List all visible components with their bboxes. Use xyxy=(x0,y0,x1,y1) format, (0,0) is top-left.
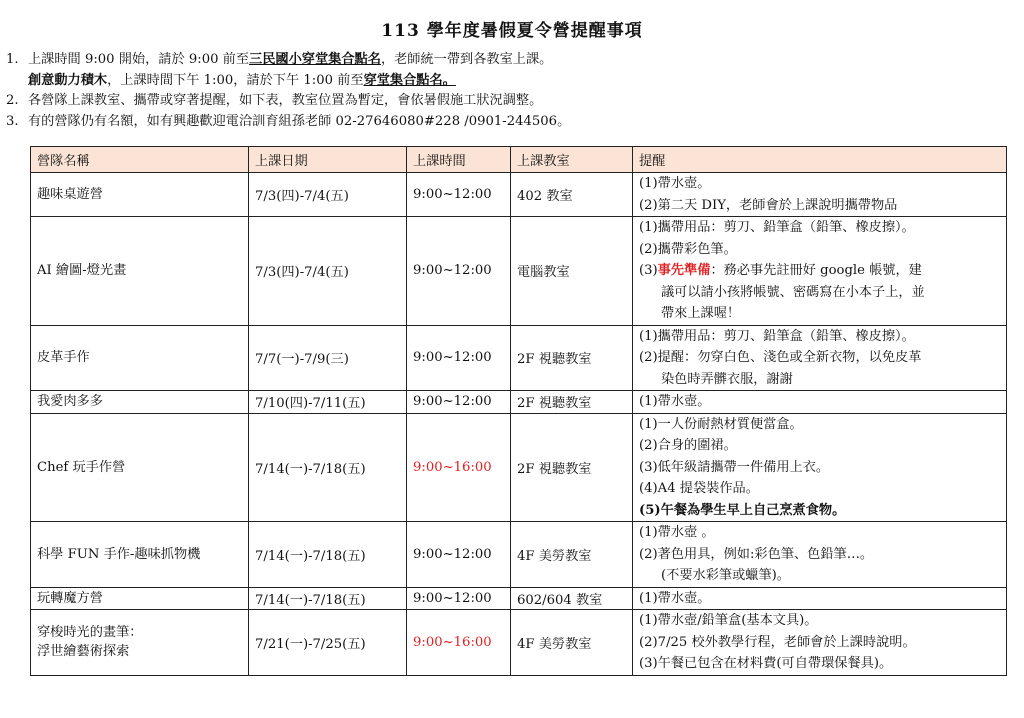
cell-date: 7/14(一)-7/18(五) xyxy=(249,587,407,610)
cell-reminders xyxy=(633,587,1007,610)
cell-camp-name xyxy=(31,173,249,217)
cell-time: 9:00~12:00 xyxy=(407,587,511,610)
cell-time: 9:00~16:00 xyxy=(407,610,511,676)
camp-name-line: 皮革手作 xyxy=(37,350,90,366)
note-text: 有的營隊仍有名額，如有興趣歡迎電洽訓育組孫老師 02-27646080#228 /0901-244506。 xyxy=(28,113,571,129)
cell-date: 7/10(四)-7/11(五) xyxy=(249,391,407,414)
camp-name-line: Chef 玩手作營 xyxy=(37,459,126,475)
reminder-line: 議可以請小孩將帳號、密碼寫在小本子上，並 xyxy=(661,284,925,300)
note-1 xyxy=(6,50,1016,71)
cell-reminders xyxy=(633,610,1007,676)
note-text: 上課時間 9:00 開始，請於 9:00 前至 xyxy=(28,52,250,67)
special-camp-name: 創意動力積木 xyxy=(28,72,108,88)
note-text: 各營隊上課教室、攜帶或穿著提醒，如下表，教室位置為暫定，會依暑假施工狀況調整。 xyxy=(28,93,543,108)
table-row xyxy=(31,413,1007,522)
cell-camp-name xyxy=(31,391,249,414)
page-title: 113 學年度暑假夏令營提醒事項 xyxy=(381,21,643,41)
note-number: 2. xyxy=(6,93,19,108)
cell-room: 電腦教室 xyxy=(511,217,633,326)
reminder-line: (1)攜帶用品：剪刀、鉛筆盒（鉛筆、橡皮擦）。 xyxy=(639,328,915,344)
note-number: 3. xyxy=(6,113,19,129)
reminder-line: (1)一人份耐熱材質便當盒。 xyxy=(639,416,803,432)
cell-time: 9:00~12:00 xyxy=(407,391,511,414)
reminder-line: 帶來上課喔！ xyxy=(661,306,741,321)
table-row xyxy=(31,325,1007,391)
camp-name-line: 趣味桌遊營 xyxy=(37,187,103,202)
cell-reminders xyxy=(633,217,1007,326)
cell-camp-name xyxy=(31,413,249,522)
table-body xyxy=(31,173,1007,676)
cell-date: 7/14(一)-7/18(五) xyxy=(249,522,407,588)
cell-date: 7/21(一)-7/25(五) xyxy=(249,610,407,676)
cell-time: 9:00~12:00 xyxy=(407,173,511,217)
cell-room: 602/604 教室 xyxy=(511,587,633,610)
reminder-line: (2)攜帶彩色筆。 xyxy=(639,241,737,257)
table-header-row xyxy=(31,147,1007,173)
cell-date: 7/7(一)-7/9(三) xyxy=(249,325,407,391)
cell-reminders xyxy=(633,391,1007,414)
camp-name-line: 浮世繪藝術探索 xyxy=(37,644,130,660)
table-row xyxy=(31,217,1007,326)
reminder-line: (2)著色用具，例如:彩色筆、色鉛筆…。 xyxy=(639,546,874,562)
notes-list xyxy=(6,50,1016,132)
note-number: 1. xyxy=(6,52,19,67)
reminder-prefix: (3) xyxy=(639,263,658,278)
cell-reminders xyxy=(633,413,1007,522)
note-text: ，老師統一帶到各教室上課。 xyxy=(380,52,553,67)
meeting-point: 穿堂集合點名。 xyxy=(363,72,456,88)
cell-reminders xyxy=(633,325,1007,391)
camp-name-line: 穿梭時光的畫筆： xyxy=(37,625,143,641)
cell-room: 2F 視聽教室 xyxy=(511,413,633,522)
table-row xyxy=(31,610,1007,676)
reminder-line: (1)帶水壺。 xyxy=(639,176,711,191)
cell-camp-name xyxy=(31,587,249,610)
cell-camp-name xyxy=(31,325,249,391)
camp-name-line: AI 繪圖-燈光畫 xyxy=(37,263,127,279)
cell-room: 2F 視聽教室 xyxy=(511,391,633,414)
table-row xyxy=(31,522,1007,588)
note-3 xyxy=(6,112,1016,133)
reminder-line: (2)7/25 校外教學行程，老師會於上課時說明。 xyxy=(639,634,916,650)
cell-room: 2F 視聽教室 xyxy=(511,325,633,391)
camp-name-line: 玩轉魔方營 xyxy=(37,590,103,606)
reminder-line: (4)A4 提袋裝作品。 xyxy=(639,481,759,496)
camp-table xyxy=(30,146,1007,676)
reminder-line: 染色時弄髒衣服，謝謝 xyxy=(661,371,793,387)
cell-time: 9:00~12:00 xyxy=(407,325,511,391)
table-row xyxy=(31,391,1007,414)
header-camp-name: 營隊名稱 xyxy=(31,147,249,173)
meeting-point: 三民國小穿堂集合點名 xyxy=(249,52,381,67)
camp-name-line: 科學 FUN 手作-趣味抓物機 xyxy=(37,546,201,562)
reminder-line: (2)第二天 DIY，老師會於上課說明攜帶物品 xyxy=(639,197,898,213)
table-row xyxy=(31,587,1007,610)
table-row xyxy=(31,173,1007,217)
cell-time: 9:00~12:00 xyxy=(407,522,511,588)
reminder-line: (5)午餐為學生早上自己烹煮食物。 xyxy=(639,502,846,518)
note-2 xyxy=(6,91,1016,112)
cell-date: 7/3(四)-7/4(五) xyxy=(249,217,407,326)
reminder-line xyxy=(639,260,1000,282)
reminder-line: (3)低年級請攜帶一件備用上衣。 xyxy=(639,459,830,475)
cell-room: 4F 美勞教室 xyxy=(511,610,633,676)
note-text: ，上課時間下午 1:00，請於下午 1:00 前至 xyxy=(107,72,364,88)
cell-date: 7/14(一)-7/18(五) xyxy=(249,413,407,522)
reminder-warning: 事先準備 xyxy=(657,263,711,278)
header-room: 上課教室 xyxy=(511,147,633,173)
reminder-line: (不要水彩筆或蠟筆)。 xyxy=(661,568,790,583)
reminder-line: (1)帶水壺。 xyxy=(639,394,711,409)
cell-date: 7/3(四)-7/4(五) xyxy=(249,173,407,217)
cell-room: 402 教室 xyxy=(511,173,633,217)
cell-reminders xyxy=(633,173,1007,217)
reminder-text: ：務必事先註冊好 google 帳號，建 xyxy=(710,263,922,278)
cell-room: 4F 美勞教室 xyxy=(511,522,633,588)
cell-camp-name xyxy=(31,610,249,676)
reminder-line: (2)合身的圍裙。 xyxy=(639,438,737,453)
header-date: 上課日期 xyxy=(249,147,407,173)
reminder-line: (3)午餐已包含在材料費(可自帶環保餐具)。 xyxy=(639,656,893,671)
reminder-line: (1)帶水壺/鉛筆盒(基本文具)。 xyxy=(639,613,818,628)
cell-reminders xyxy=(633,522,1007,588)
cell-camp-name xyxy=(31,217,249,326)
note-1-sub xyxy=(6,71,1016,92)
reminder-line: (1)帶水壺 。 xyxy=(639,525,715,540)
camp-name-line: 我愛肉多多 xyxy=(37,394,103,410)
header-reminder: 提醒 xyxy=(633,147,1007,173)
reminder-line: (1)攜帶用品：剪刀、鉛筆盒（鉛筆、橡皮擦）。 xyxy=(639,220,915,235)
cell-time: 9:00~16:00 xyxy=(407,413,511,522)
reminder-line: (1)帶水壺。 xyxy=(639,590,711,606)
header-time: 上課時間 xyxy=(407,147,511,173)
reminder-line: (2)提醒：勿穿白色、淺色或全新衣物，以免皮革 xyxy=(639,350,922,365)
cell-camp-name xyxy=(31,522,249,588)
cell-time: 9:00~12:00 xyxy=(407,217,511,326)
